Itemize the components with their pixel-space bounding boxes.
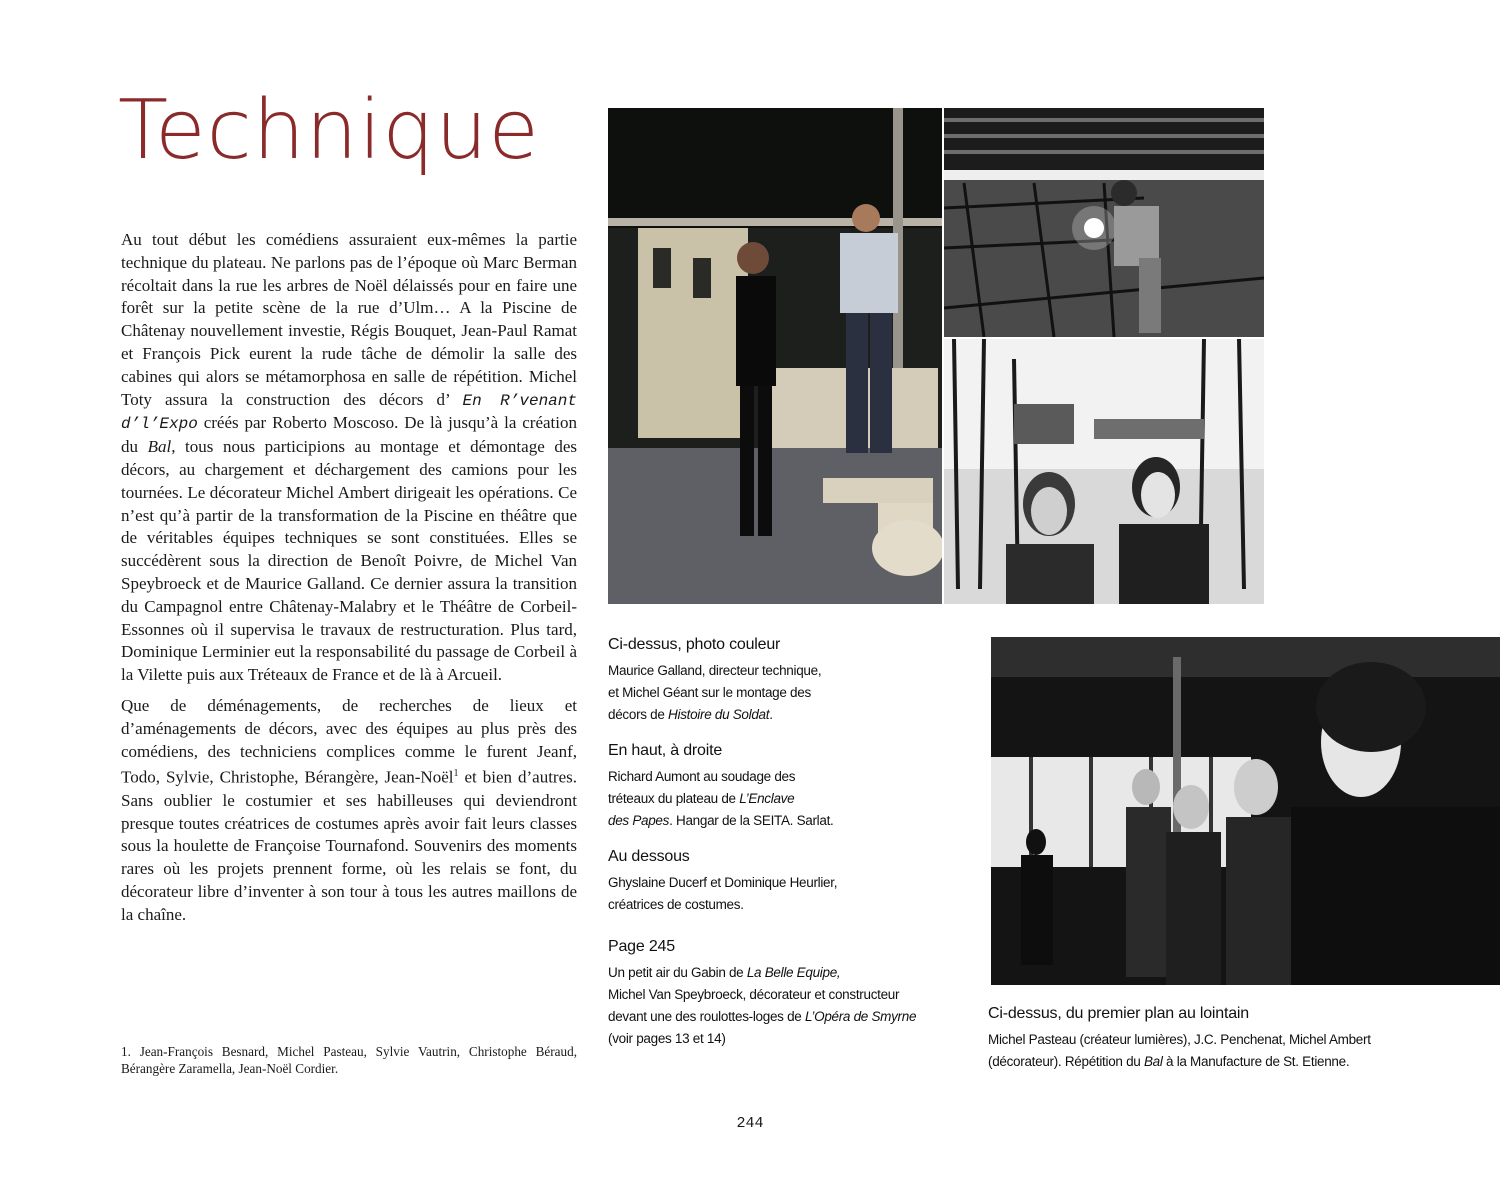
- caption-heading: En haut, à droite: [608, 742, 723, 759]
- caption-heading: Page 245: [608, 938, 675, 955]
- captions-column: [608, 636, 938, 1066]
- play-title: Bal: [147, 437, 172, 457]
- body-paragraph: [121, 229, 577, 687]
- page-number: 244: [736, 1115, 764, 1132]
- caption-line: (voir pages 13 et 14): [608, 1031, 726, 1046]
- text-run: .: [769, 707, 773, 722]
- play-title: L’Opéra de Smyrne: [804, 1009, 917, 1024]
- body-paragraph: [121, 695, 577, 927]
- caption-line: Ghyslaine Ducerf et Dominique Heurlier,: [608, 875, 838, 890]
- caption-line: [608, 704, 938, 726]
- text-run: devant une des roulottes-loges de: [608, 1009, 805, 1024]
- footnote: 1. Jean-François Besnard, Michel Pasteau, Sylvie Vautrin, Christophe Béraud, Bérangère Zaramella, Jean-Noël Cordier.: [121, 1044, 577, 1076]
- page-title: Technique: [118, 83, 540, 178]
- text-run: (décorateur). Répétition du: [988, 1054, 1144, 1069]
- text-run: Que de déménagements, de recherches de lieux et d’aménagements de décors, avec des équipes au plus près des comédiens, des techniciens complices comme le furent Jeanf, Todo, Sylvie, Christophe, Bérangère, Jean-Noël: [121, 695, 577, 787]
- photo-costume-makers: [944, 339, 1264, 604]
- text-run: à la Manufacture de St. Etienne.: [1162, 1054, 1350, 1069]
- photo-welding: [944, 108, 1264, 337]
- caption-line: [608, 962, 938, 984]
- caption-page-245: [608, 938, 938, 1050]
- play-title: Bal: [1143, 1054, 1163, 1069]
- caption-line: Michel Pasteau (créateur lumières), J.C. Penchenat, Michel Ambert: [988, 1032, 1371, 1047]
- caption-color-photo: [608, 636, 938, 726]
- caption-heading: Ci-dessus, du premier plan au lointain: [988, 1005, 1249, 1022]
- text-run: . Hangar de la SEITA. Sarlat.: [669, 813, 834, 828]
- caption-heading: Au dessous: [608, 848, 690, 865]
- caption-line: créatrices de costumes.: [608, 897, 744, 912]
- photo-rehearsal-image: [991, 637, 1500, 985]
- caption-line: [608, 810, 938, 832]
- photo-rehearsal: [991, 637, 1500, 985]
- caption-rehearsal: [988, 1005, 1488, 1073]
- photo-scaffold-assembly: [608, 108, 942, 604]
- text-run: Un petit air du Gabin de: [608, 965, 747, 980]
- text-run: créés par Roberto Moscoso. De là jusqu’à la création du: [121, 413, 577, 457]
- caption-line: Richard Aumont au soudage des: [608, 769, 796, 784]
- caption-line: et Michel Géant sur le montage des: [608, 685, 811, 700]
- caption-heading: Ci-dessus, photo couleur: [608, 636, 781, 653]
- body-text: [121, 229, 577, 927]
- photo-scaffold-image: [608, 108, 942, 604]
- play-title: Histoire du Soldat: [668, 707, 770, 722]
- play-title: La Belle Equipe,: [746, 965, 841, 980]
- play-title: des Papes: [608, 813, 670, 828]
- text-run: tréteaux du plateau de: [608, 791, 740, 806]
- text-run: , tous nous participions au montage et démontage des décors, au chargement et déchargement des camions pour les tournées. Le décorateur Michel Ambert dirigeait les opérations. Ce n’est qu’à partir de la transformation de la Piscine en théâtre que de véritables équipes techniques se sont constituées. Elles se succédèrent sous la direction de Benoît Poivre, de Michel Van Speybroeck et de Maurice Galland. Ce dernier assura la transition du Campagnol entre Châtenay-Malabry et le Théâtre de Corbeil-Essonnes où il supervisa le travaux de restructuration. Plus tard, Dominique Lerminier eut la responsabilité du passage de Corbeil à la Vilette puis aux Tréteaux de France et de là à Arcueil.: [121, 437, 577, 685]
- caption-line: [608, 1006, 938, 1028]
- caption-line: Maurice Galland, directeur technique,: [608, 663, 822, 678]
- text-run: Au tout début les comédiens assuraient eux-mêmes la partie technique du plateau. Ne parlons pas de l’époque où Marc Berman récoltait dans la rue les arbres de Noël délaissés pour en faire une forêt sur la petite scène de la rue d’Ulm… A la Piscine de Châtenay nouvellement investie, Régis Bouquet, Jean-Paul Ramat et François Pick eurent la rude tâche de démolir la salle des cabines qui alors se métamorphosa en salle de répétition. Michel Toty assura la construction des décors d’: [121, 230, 577, 409]
- footnote-ref: 1: [453, 768, 459, 780]
- caption-below: [608, 848, 938, 916]
- text-run: décors de: [608, 707, 669, 722]
- photo-welding-image: [944, 108, 1264, 337]
- caption-top-right: [608, 742, 938, 832]
- text-run: et bien d’autres. Sans oublier le costumier et ses habilleuses qui deviendront presque toutes créatrices de costumes après avoir fait leurs classes sous la houlette de Françoise Tournafond. Souvenirs des moments rares où les projets prennent forme, où les relais se font, du décorateur libre d’inventer à son tour à tous les autres maillons de la chaîne.: [121, 767, 577, 924]
- play-title: L’Enclave: [739, 791, 795, 806]
- caption-line: [988, 1051, 1488, 1073]
- photo-costume-image: [944, 339, 1264, 604]
- caption-line: [608, 788, 938, 810]
- caption-line: Michel Van Speybroeck, décorateur et constructeur: [608, 987, 900, 1002]
- play-title: En R’venant d’l’Expo: [121, 391, 577, 434]
